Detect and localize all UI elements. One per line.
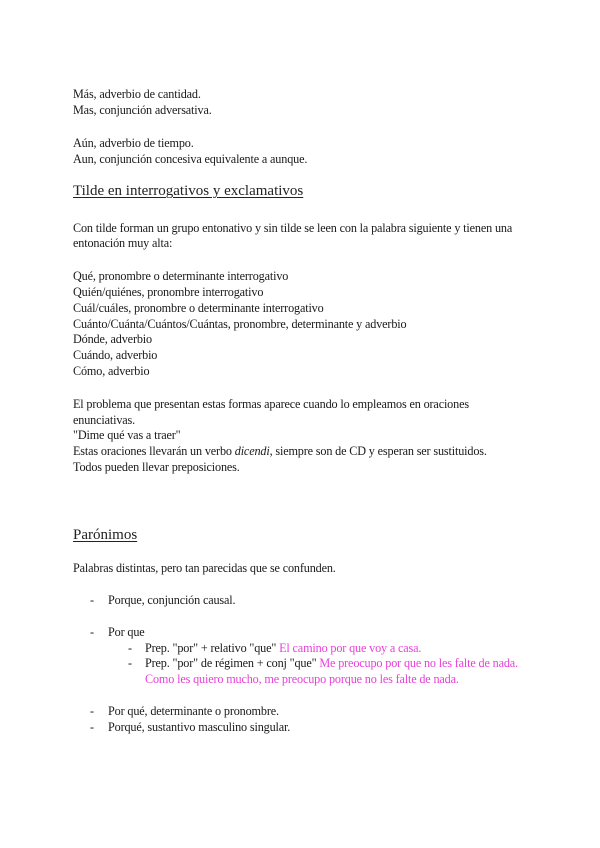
mas-conjunction-line: Mas, conjunción adversativa. bbox=[73, 103, 212, 117]
list-dash: - bbox=[90, 625, 95, 639]
paronimos-intro: Palabras distintas, pero tan parecidas que se confunden. bbox=[73, 561, 336, 575]
list-item: Cuánto/Cuánta/Cuántos/Cuántas, pronombre, determinante y adverbio bbox=[73, 317, 407, 331]
tilde-intro-line-2: entonación muy alta: bbox=[73, 236, 173, 250]
dicendi-after: , siempre son de CD y esperan ser sustituidos. bbox=[269, 444, 487, 458]
sub-item-text: Prep. "por" + relativo "que" bbox=[145, 641, 280, 655]
sub-item-example: Me preocupo por que no les falte de nada. bbox=[319, 656, 518, 670]
sub-list-dash: - bbox=[128, 641, 133, 655]
list-item: Cómo, adverbio bbox=[73, 364, 150, 378]
porque-noun-item: Porqué, sustantivo masculino singular. bbox=[108, 720, 291, 734]
sub-item-example-continued: Como les quiero mucho, me preocupo porque no les falte de nada. bbox=[145, 672, 459, 686]
list-item: Cuándo, adverbio bbox=[73, 348, 158, 362]
sub-item-regimen bbox=[145, 656, 518, 672]
dicendi-before: Estas oraciones llevarán un verbo bbox=[73, 444, 235, 458]
list-item: Quién/quiénes, pronombre interrogativo bbox=[73, 285, 264, 299]
problem-line-1: El problema que presentan estas formas aparece cuando lo empleamos en oraciones bbox=[73, 397, 469, 411]
por-que-pronoun-item: Por qué, determinante o pronombre. bbox=[108, 704, 279, 718]
list-item: Dónde, adverbio bbox=[73, 332, 152, 346]
mas-adverb-line: Más, adverbio de cantidad. bbox=[73, 87, 201, 101]
dicendi-italic: dicendi bbox=[234, 444, 270, 458]
problem-line-2: enunciativas. bbox=[73, 413, 136, 427]
sub-list-dash: - bbox=[128, 656, 133, 670]
list-dash: - bbox=[90, 704, 95, 718]
list-dash: - bbox=[90, 593, 95, 607]
porque-item: Porque, conjunción causal. bbox=[108, 593, 236, 607]
section-heading-tilde: Tilde en interrogativos y exclamativos bbox=[73, 183, 304, 199]
prepositions-line: Todos pueden llevar preposiciones. bbox=[73, 460, 240, 474]
example-quote: "Dime qué vas a traer" bbox=[73, 428, 181, 442]
sub-item-text: Prep. "por" de régimen + conj "que" bbox=[145, 656, 320, 670]
aun-adverb-line: Aún, adverbio de tiempo. bbox=[73, 136, 194, 150]
por-que-item: Por que bbox=[108, 625, 145, 639]
aun-conjunction-line: Aun, conjunción concesiva equivalente a aunque. bbox=[73, 152, 308, 166]
list-dash: - bbox=[90, 720, 95, 734]
dicendi-line bbox=[73, 444, 487, 460]
sub-item-example: El camino por que voy a casa. bbox=[279, 641, 422, 655]
list-item: Qué, pronombre o determinante interrogativo bbox=[73, 269, 289, 283]
tilde-intro-line-1: Con tilde forman un grupo entonativo y sin tilde se leen con la palabra siguiente y tienen una bbox=[73, 221, 513, 235]
section-heading-paronimos: Parónimos bbox=[73, 527, 138, 543]
sub-item-relativo bbox=[145, 641, 421, 657]
list-item: Cuál/cuáles, pronombre o determinante interrogativo bbox=[73, 301, 324, 315]
